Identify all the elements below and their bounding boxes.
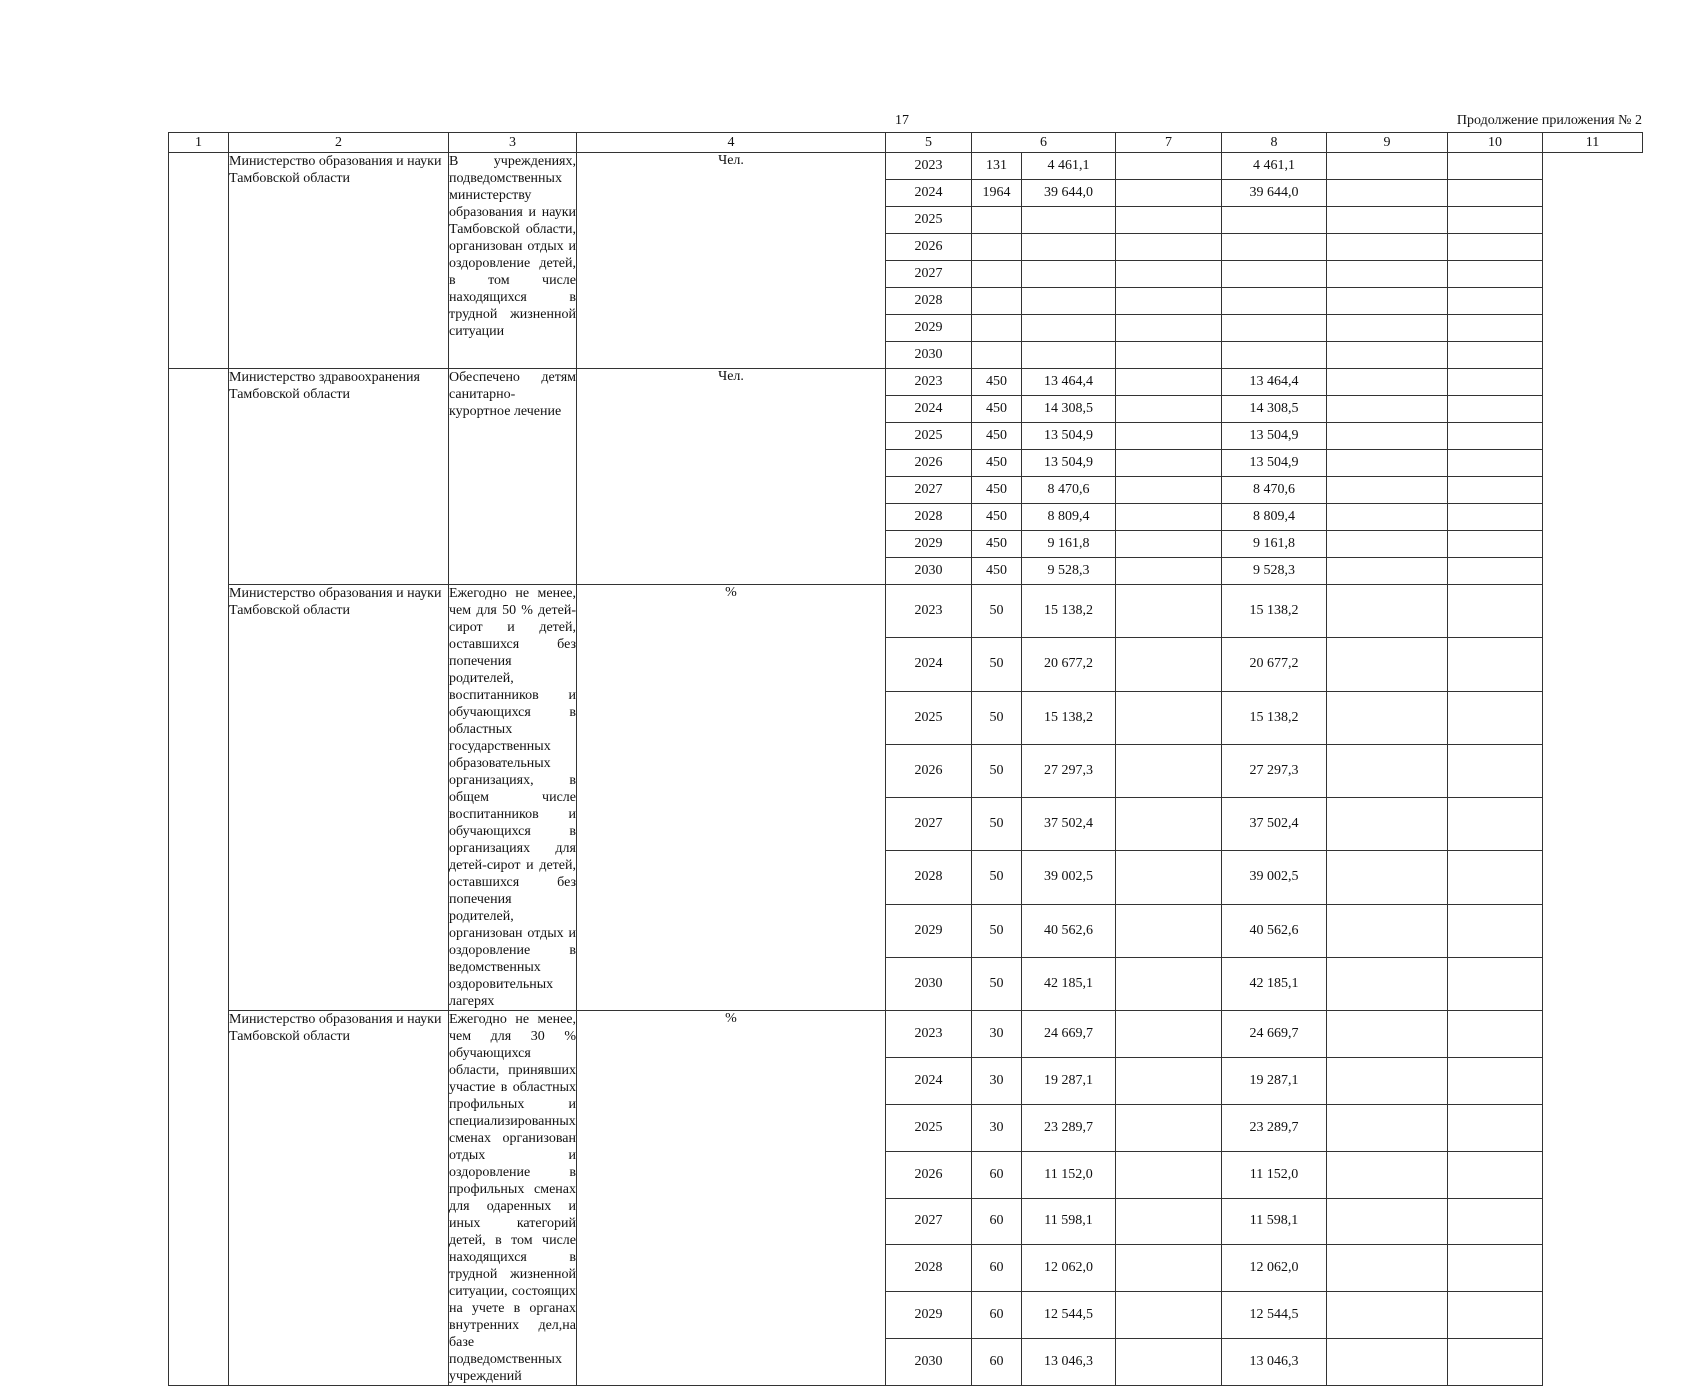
regional-budget-cell bbox=[1222, 342, 1327, 369]
total-funding-cell bbox=[1022, 315, 1116, 342]
regional-budget-cell: 24 669,7 bbox=[1222, 1011, 1327, 1058]
column-2-cell bbox=[169, 369, 229, 1386]
year-cell: 2027 bbox=[886, 798, 972, 851]
column-10-cell bbox=[1327, 744, 1448, 797]
column-header-10: 10 bbox=[1448, 133, 1543, 153]
unit-cell: % bbox=[577, 1011, 886, 1386]
indicator-value-cell: 450 bbox=[972, 369, 1022, 396]
column-10-cell bbox=[1327, 450, 1448, 477]
total-funding-cell: 19 287,1 bbox=[1022, 1057, 1116, 1104]
column-10-cell bbox=[1327, 1011, 1448, 1058]
column-8-cell bbox=[1116, 798, 1222, 851]
total-funding-cell: 13 046,3 bbox=[1022, 1339, 1116, 1386]
column-10-cell bbox=[1327, 315, 1448, 342]
total-funding-cell: 11 152,0 bbox=[1022, 1151, 1116, 1198]
indicator-value-cell: 60 bbox=[972, 1198, 1022, 1245]
column-header-2: 2 bbox=[229, 133, 449, 153]
year-cell: 2025 bbox=[886, 691, 972, 744]
column-11-cell bbox=[1448, 691, 1543, 744]
regional-budget-cell: 39 644,0 bbox=[1222, 180, 1327, 207]
column-11-cell bbox=[1448, 504, 1543, 531]
year-cell: 2023 bbox=[886, 585, 972, 638]
column-11-cell bbox=[1448, 1198, 1543, 1245]
program-table bbox=[168, 132, 1643, 1386]
year-cell: 2023 bbox=[886, 369, 972, 396]
total-funding-cell: 4 461,1 bbox=[1022, 153, 1116, 180]
column-8-cell bbox=[1116, 207, 1222, 234]
column-10-cell bbox=[1327, 342, 1448, 369]
column-11-cell bbox=[1448, 342, 1543, 369]
regional-budget-cell: 13 504,9 bbox=[1222, 423, 1327, 450]
regional-budget-cell: 9 528,3 bbox=[1222, 558, 1327, 585]
year-cell: 2025 bbox=[886, 207, 972, 234]
description-cell: Ежегодно не менее, чем для 50 % детей-сирот и детей, оставшихся без попечения родителей, воспитанников и обучающихся в областных государственных образовательных организациях, в общем числе воспитанников и обучающихся в организациях для детей-сирот и детей, оставшихся без попечения родителей, организован отдых и оздоровление в ведомственных оздоровительных лагерях bbox=[449, 586, 576, 1009]
regional-budget-cell: 37 502,4 bbox=[1222, 798, 1327, 851]
column-10-cell bbox=[1327, 504, 1448, 531]
column-8-cell bbox=[1116, 153, 1222, 180]
ministry-cell: Министерство образования и науки Тамбовской области bbox=[229, 1011, 449, 1386]
column-8-cell bbox=[1116, 450, 1222, 477]
total-funding-cell: 14 308,5 bbox=[1022, 396, 1116, 423]
column-8-cell bbox=[1116, 1198, 1222, 1245]
indicator-value-cell: 50 bbox=[972, 585, 1022, 638]
indicator-value-cell: 30 bbox=[972, 1104, 1022, 1151]
column-10-cell bbox=[1327, 369, 1448, 396]
total-funding-cell bbox=[1022, 288, 1116, 315]
description-cell: Обеспечено детям санитарно-курортное лечение bbox=[449, 369, 577, 585]
year-cell: 2024 bbox=[886, 1057, 972, 1104]
column-10-cell bbox=[1327, 1339, 1448, 1386]
ministry-cell: Министерство здравоохранения Тамбовской области bbox=[229, 369, 449, 585]
year-cell: 2028 bbox=[886, 288, 972, 315]
indicator-value-cell bbox=[972, 342, 1022, 369]
column-8-cell bbox=[1116, 234, 1222, 261]
total-funding-cell: 27 297,3 bbox=[1022, 744, 1116, 797]
regional-budget-cell: 13 464,4 bbox=[1222, 369, 1327, 396]
column-10-cell bbox=[1327, 261, 1448, 288]
total-funding-cell: 20 677,2 bbox=[1022, 638, 1116, 691]
column-10-cell bbox=[1327, 798, 1448, 851]
column-10-cell bbox=[1327, 1057, 1448, 1104]
column-8-cell bbox=[1116, 851, 1222, 904]
year-cell: 2024 bbox=[886, 396, 972, 423]
regional-budget-cell: 14 308,5 bbox=[1222, 396, 1327, 423]
column-10-cell bbox=[1327, 957, 1448, 1010]
column-8-cell bbox=[1116, 1011, 1222, 1058]
table-header bbox=[169, 133, 1643, 153]
total-funding-cell bbox=[1022, 342, 1116, 369]
total-funding-cell: 9 528,3 bbox=[1022, 558, 1116, 585]
column-11-cell bbox=[1448, 1011, 1543, 1058]
column-header-7: 7 bbox=[1116, 133, 1222, 153]
regional-budget-cell: 15 138,2 bbox=[1222, 585, 1327, 638]
regional-budget-cell: 42 185,1 bbox=[1222, 957, 1327, 1010]
year-cell: 2028 bbox=[886, 1245, 972, 1292]
column-8-cell bbox=[1116, 369, 1222, 396]
total-funding-cell: 15 138,2 bbox=[1022, 585, 1116, 638]
column-11-cell bbox=[1448, 1292, 1543, 1339]
regional-budget-cell: 23 289,7 bbox=[1222, 1104, 1327, 1151]
total-funding-cell: 42 185,1 bbox=[1022, 957, 1116, 1010]
column-8-cell bbox=[1116, 904, 1222, 957]
column-11-cell bbox=[1448, 531, 1543, 558]
year-cell: 2027 bbox=[886, 477, 972, 504]
column-header-11: 11 bbox=[1543, 133, 1643, 153]
column-10-cell bbox=[1327, 851, 1448, 904]
regional-budget-cell: 8 470,6 bbox=[1222, 477, 1327, 504]
year-cell: 2030 bbox=[886, 342, 972, 369]
column-header-1: 1 bbox=[169, 133, 229, 153]
regional-budget-cell: 27 297,3 bbox=[1222, 744, 1327, 797]
total-funding-cell: 12 062,0 bbox=[1022, 1245, 1116, 1292]
year-cell: 2029 bbox=[886, 1292, 972, 1339]
total-funding-cell: 23 289,7 bbox=[1022, 1104, 1116, 1151]
column-8-cell bbox=[1116, 261, 1222, 288]
indicator-value-cell: 450 bbox=[972, 531, 1022, 558]
column-8-cell bbox=[1116, 1245, 1222, 1292]
column-8-cell bbox=[1116, 180, 1222, 207]
total-funding-cell: 13 504,9 bbox=[1022, 423, 1116, 450]
indicator-value-cell: 450 bbox=[972, 450, 1022, 477]
column-10-cell bbox=[1327, 288, 1448, 315]
column-10-cell bbox=[1327, 396, 1448, 423]
total-funding-cell: 13 464,4 bbox=[1022, 369, 1116, 396]
column-10-cell bbox=[1327, 153, 1448, 180]
column-10-cell bbox=[1327, 207, 1448, 234]
regional-budget-cell bbox=[1222, 234, 1327, 261]
regional-budget-cell: 19 287,1 bbox=[1222, 1057, 1327, 1104]
regional-budget-cell bbox=[1222, 207, 1327, 234]
indicator-value-cell: 1964 bbox=[972, 180, 1022, 207]
indicator-value-cell: 50 bbox=[972, 851, 1022, 904]
regional-budget-cell bbox=[1222, 288, 1327, 315]
total-funding-cell: 24 669,7 bbox=[1022, 1011, 1116, 1058]
year-cell: 2025 bbox=[886, 1104, 972, 1151]
indicator-value-cell: 50 bbox=[972, 691, 1022, 744]
total-funding-cell bbox=[1022, 261, 1116, 288]
indicator-value-cell: 50 bbox=[972, 957, 1022, 1010]
regional-budget-cell: 12 544,5 bbox=[1222, 1292, 1327, 1339]
regional-budget-cell: 13 504,9 bbox=[1222, 450, 1327, 477]
indicator-value-cell: 60 bbox=[972, 1339, 1022, 1386]
total-funding-cell: 8 470,6 bbox=[1022, 477, 1116, 504]
total-funding-cell: 37 502,4 bbox=[1022, 798, 1116, 851]
indicator-value-cell bbox=[972, 234, 1022, 261]
indicator-value-cell bbox=[972, 288, 1022, 315]
table-body bbox=[169, 153, 1643, 1386]
regional-budget-cell: 8 809,4 bbox=[1222, 504, 1327, 531]
column-8-cell bbox=[1116, 342, 1222, 369]
total-funding-cell: 11 598,1 bbox=[1022, 1198, 1116, 1245]
table-row bbox=[169, 369, 1643, 396]
column-11-cell bbox=[1448, 450, 1543, 477]
column-8-cell bbox=[1116, 744, 1222, 797]
column-11-cell bbox=[1448, 638, 1543, 691]
year-cell: 2029 bbox=[886, 531, 972, 558]
year-cell: 2027 bbox=[886, 261, 972, 288]
regional-budget-cell: 13 046,3 bbox=[1222, 1339, 1327, 1386]
column-11-cell bbox=[1448, 153, 1543, 180]
year-cell: 2023 bbox=[886, 153, 972, 180]
column-8-cell bbox=[1116, 1292, 1222, 1339]
column-10-cell bbox=[1327, 638, 1448, 691]
column-8-cell bbox=[1116, 531, 1222, 558]
indicator-value-cell: 450 bbox=[972, 504, 1022, 531]
unit-cell: Чел. bbox=[577, 369, 886, 585]
indicator-value-cell: 50 bbox=[972, 904, 1022, 957]
column-11-cell bbox=[1448, 180, 1543, 207]
year-cell: 2026 bbox=[886, 744, 972, 797]
year-cell: 2028 bbox=[886, 504, 972, 531]
column-11-cell bbox=[1448, 207, 1543, 234]
total-funding-cell: 39 644,0 bbox=[1022, 180, 1116, 207]
ministry-cell: Министерство образования и науки Тамбовской области bbox=[229, 153, 449, 369]
column-11-cell bbox=[1448, 315, 1543, 342]
column-11-cell bbox=[1448, 477, 1543, 504]
total-funding-cell: 40 562,6 bbox=[1022, 904, 1116, 957]
column-11-cell bbox=[1448, 1057, 1543, 1104]
column-8-cell bbox=[1116, 957, 1222, 1010]
column-10-cell bbox=[1327, 691, 1448, 744]
total-funding-cell: 15 138,2 bbox=[1022, 691, 1116, 744]
regional-budget-cell: 11 152,0 bbox=[1222, 1151, 1327, 1198]
year-cell: 2024 bbox=[886, 180, 972, 207]
column-10-cell bbox=[1327, 558, 1448, 585]
regional-budget-cell: 11 598,1 bbox=[1222, 1198, 1327, 1245]
year-cell: 2023 bbox=[886, 1011, 972, 1058]
regional-budget-cell: 40 562,6 bbox=[1222, 904, 1327, 957]
year-cell: 2027 bbox=[886, 1198, 972, 1245]
column-11-cell bbox=[1448, 585, 1543, 638]
column-header-9: 9 bbox=[1327, 133, 1448, 153]
column-10-cell bbox=[1327, 1151, 1448, 1198]
column-11-cell bbox=[1448, 1151, 1543, 1198]
total-funding-cell: 12 544,5 bbox=[1022, 1292, 1116, 1339]
column-10-cell bbox=[1327, 234, 1448, 261]
description-cell: В учреждениях, подведомственных министерству образования и науки Тамбовской области, организован отдых и оздоровление детей, в том числе находящихся в трудной жизненной ситуации bbox=[449, 153, 577, 369]
column-8-cell bbox=[1116, 638, 1222, 691]
column-8-cell bbox=[1116, 1339, 1222, 1386]
column-10-cell bbox=[1327, 423, 1448, 450]
indicator-value-cell: 60 bbox=[972, 1151, 1022, 1198]
column-8-cell bbox=[1116, 1057, 1222, 1104]
column-header-5: 5 bbox=[886, 133, 972, 153]
total-funding-cell: 8 809,4 bbox=[1022, 504, 1116, 531]
column-8-cell bbox=[1116, 423, 1222, 450]
regional-budget-cell bbox=[1222, 315, 1327, 342]
column-11-cell bbox=[1448, 234, 1543, 261]
year-cell: 2030 bbox=[886, 1339, 972, 1386]
column-10-cell bbox=[1327, 1245, 1448, 1292]
regional-budget-cell: 9 161,8 bbox=[1222, 531, 1327, 558]
regional-budget-cell: 39 002,5 bbox=[1222, 851, 1327, 904]
column-8-cell bbox=[1116, 288, 1222, 315]
column-11-cell bbox=[1448, 744, 1543, 797]
column-10-cell bbox=[1327, 180, 1448, 207]
column-11-cell bbox=[1448, 798, 1543, 851]
table-row bbox=[169, 585, 1643, 638]
column-1-cell bbox=[169, 153, 229, 369]
indicator-value-cell bbox=[972, 261, 1022, 288]
column-8-cell bbox=[1116, 396, 1222, 423]
indicator-value-cell: 30 bbox=[972, 1057, 1022, 1104]
indicator-value-cell: 60 bbox=[972, 1292, 1022, 1339]
column-8-cell bbox=[1116, 1104, 1222, 1151]
column-11-cell bbox=[1448, 558, 1543, 585]
column-11-cell bbox=[1448, 396, 1543, 423]
regional-budget-cell: 20 677,2 bbox=[1222, 638, 1327, 691]
indicator-value-cell: 50 bbox=[972, 798, 1022, 851]
year-cell: 2025 bbox=[886, 423, 972, 450]
column-10-cell bbox=[1327, 1104, 1448, 1151]
description-cell: Ежегодно не менее, чем для 30 % обучающихся области, принявших участие в областных профильных и специализированных сменах организован отдых и оздоровление в профильных сменах для одаренных и иных категорий детей, в том числе находящихся в трудной жизненной ситуации, состоящих на учете в органах внутренних дел,на базе подведомственных учреждений bbox=[449, 1012, 576, 1384]
indicator-value-cell: 50 bbox=[972, 638, 1022, 691]
column-11-cell bbox=[1448, 423, 1543, 450]
column-11-cell bbox=[1448, 851, 1543, 904]
column-10-cell bbox=[1327, 1292, 1448, 1339]
column-8-cell bbox=[1116, 558, 1222, 585]
indicator-value-cell: 450 bbox=[972, 396, 1022, 423]
column-header-6: 6 bbox=[972, 133, 1116, 153]
column-10-cell bbox=[1327, 904, 1448, 957]
column-8-cell bbox=[1116, 477, 1222, 504]
unit-cell: Чел. bbox=[577, 153, 886, 369]
indicator-value-cell bbox=[972, 207, 1022, 234]
year-cell: 2030 bbox=[886, 558, 972, 585]
column-header-4: 4 bbox=[577, 133, 886, 153]
year-cell: 2029 bbox=[886, 315, 972, 342]
column-8-cell bbox=[1116, 315, 1222, 342]
column-8-cell bbox=[1116, 504, 1222, 531]
column-11-cell bbox=[1448, 369, 1543, 396]
regional-budget-cell: 15 138,2 bbox=[1222, 691, 1327, 744]
column-11-cell bbox=[1448, 1245, 1543, 1292]
indicator-value-cell bbox=[972, 315, 1022, 342]
column-11-cell bbox=[1448, 957, 1543, 1010]
column-header-8: 8 bbox=[1222, 133, 1327, 153]
column-8-cell bbox=[1116, 585, 1222, 638]
ministry-cell: Министерство образования и науки Тамбовской области bbox=[229, 585, 449, 1011]
column-10-cell bbox=[1327, 585, 1448, 638]
year-cell: 2030 bbox=[886, 957, 972, 1010]
column-header-3: 3 bbox=[449, 133, 577, 153]
indicator-value-cell: 60 bbox=[972, 1245, 1022, 1292]
column-10-cell bbox=[1327, 477, 1448, 504]
column-8-cell bbox=[1116, 691, 1222, 744]
indicator-value-cell: 450 bbox=[972, 558, 1022, 585]
column-11-cell bbox=[1448, 261, 1543, 288]
continuation-note: Продолжение приложения № 2 bbox=[1456, 113, 1642, 128]
column-number-row bbox=[169, 133, 1643, 153]
total-funding-cell: 9 161,8 bbox=[1022, 531, 1116, 558]
total-funding-cell bbox=[1022, 207, 1116, 234]
regional-budget-cell: 12 062,0 bbox=[1222, 1245, 1327, 1292]
indicator-value-cell: 30 bbox=[972, 1011, 1022, 1058]
indicator-value-cell: 131 bbox=[972, 153, 1022, 180]
regional-budget-cell bbox=[1222, 261, 1327, 288]
year-cell: 2026 bbox=[886, 1151, 972, 1198]
year-cell: 2029 bbox=[886, 904, 972, 957]
column-10-cell bbox=[1327, 531, 1448, 558]
column-11-cell bbox=[1448, 904, 1543, 957]
unit-cell: % bbox=[577, 585, 886, 1011]
page-number: 17 bbox=[895, 113, 909, 128]
table-row bbox=[169, 1011, 1643, 1058]
total-funding-cell: 39 002,5 bbox=[1022, 851, 1116, 904]
column-8-cell bbox=[1116, 1151, 1222, 1198]
indicator-value-cell: 450 bbox=[972, 477, 1022, 504]
year-cell: 2028 bbox=[886, 851, 972, 904]
year-cell: 2026 bbox=[886, 234, 972, 261]
table-row bbox=[169, 153, 1643, 180]
column-11-cell bbox=[1448, 288, 1543, 315]
column-11-cell bbox=[1448, 1104, 1543, 1151]
total-funding-cell bbox=[1022, 234, 1116, 261]
year-cell: 2024 bbox=[886, 638, 972, 691]
column-11-cell bbox=[1448, 1339, 1543, 1386]
year-cell: 2026 bbox=[886, 450, 972, 477]
column-10-cell bbox=[1327, 1198, 1448, 1245]
indicator-value-cell: 50 bbox=[972, 744, 1022, 797]
regional-budget-cell: 4 461,1 bbox=[1222, 153, 1327, 180]
indicator-value-cell: 450 bbox=[972, 423, 1022, 450]
total-funding-cell: 13 504,9 bbox=[1022, 450, 1116, 477]
